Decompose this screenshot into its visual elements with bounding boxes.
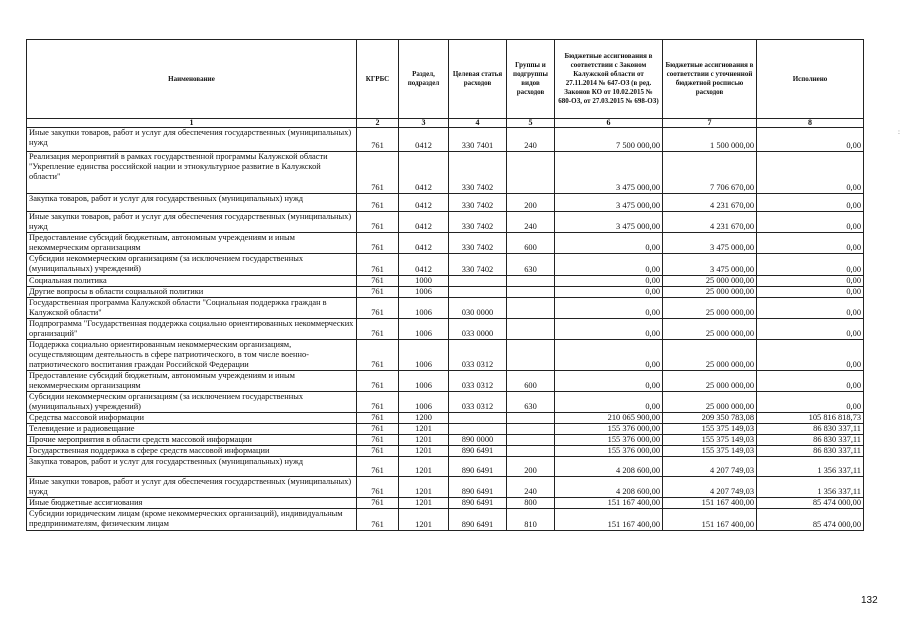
row-exec: 0,00 xyxy=(757,254,864,276)
row-kgrbs: 761 xyxy=(357,371,399,392)
row-law: 0,00 xyxy=(555,298,663,319)
row-exec: 0,00 xyxy=(757,152,864,194)
row-exec: 85 474 000,00 xyxy=(757,498,864,509)
budget-page xyxy=(26,39,864,531)
table-row xyxy=(27,435,864,446)
row-refined: 25 000 000,00 xyxy=(663,287,757,298)
row-section: 1200 xyxy=(399,413,449,424)
table-row xyxy=(27,212,864,233)
row-exec: 0,00 xyxy=(757,392,864,413)
row-law: 0,00 xyxy=(555,233,663,254)
row-law: 7 500 000,00 xyxy=(555,128,663,152)
row-group: 630 xyxy=(507,392,555,413)
row-exec: 0,00 xyxy=(757,212,864,233)
row-name: Иные закупки товаров, работ и услуг для обеспечения государственных (муниципальных) нужд xyxy=(27,477,357,498)
row-exec: 105 816 818,73 xyxy=(757,413,864,424)
row-section: 0412 xyxy=(399,254,449,276)
row-name: Предоставление субсидий бюджетным, автономным учреждениям и иным некоммерческим организациям xyxy=(27,233,357,254)
row-target: 330 7401 xyxy=(449,128,507,152)
row-target: 330 7402 xyxy=(449,212,507,233)
row-section: 1006 xyxy=(399,298,449,319)
row-target xyxy=(449,276,507,287)
row-group xyxy=(507,424,555,435)
row-target: 890 6491 xyxy=(449,457,507,477)
header-refined: Бюджетные ассигнования в соответствии с уточненной бюджетной росписью расходов xyxy=(663,40,757,119)
row-law: 0,00 xyxy=(555,287,663,298)
row-refined: 25 000 000,00 xyxy=(663,276,757,287)
table-row xyxy=(27,457,864,477)
row-law: 3 475 000,00 xyxy=(555,194,663,212)
row-kgrbs: 761 xyxy=(357,128,399,152)
row-target: 033 0000 xyxy=(449,319,507,340)
row-target xyxy=(449,287,507,298)
row-refined: 151 167 400,00 xyxy=(663,498,757,509)
row-law: 3 475 000,00 xyxy=(555,152,663,194)
row-refined: 4 207 749,03 xyxy=(663,477,757,498)
row-target xyxy=(449,424,507,435)
row-kgrbs: 761 xyxy=(357,233,399,254)
row-refined: 25 000 000,00 xyxy=(663,392,757,413)
row-law: 0,00 xyxy=(555,319,663,340)
row-kgrbs: 761 xyxy=(357,298,399,319)
row-target: 890 6491 xyxy=(449,477,507,498)
row-kgrbs: 761 xyxy=(357,446,399,457)
row-group xyxy=(507,152,555,194)
table-row xyxy=(27,392,864,413)
row-group: 200 xyxy=(507,194,555,212)
row-kgrbs: 761 xyxy=(357,212,399,233)
row-group: 600 xyxy=(507,233,555,254)
row-law: 151 167 400,00 xyxy=(555,498,663,509)
row-section: 0412 xyxy=(399,233,449,254)
table-row xyxy=(27,509,864,531)
row-kgrbs: 761 xyxy=(357,392,399,413)
row-refined: 155 375 149,03 xyxy=(663,435,757,446)
row-law: 155 376 000,00 xyxy=(555,424,663,435)
row-refined: 25 000 000,00 xyxy=(663,340,757,371)
row-exec: 0,00 xyxy=(757,298,864,319)
row-name: Закупка товаров, работ и услуг для государственных (муниципальных) нужд xyxy=(27,194,357,212)
header-execution: Исполнено xyxy=(757,40,864,119)
row-target: 890 6491 xyxy=(449,446,507,457)
row-section: 1201 xyxy=(399,435,449,446)
row-group: 810 xyxy=(507,509,555,531)
row-name: Подпрограмма "Государственная поддержка социально ориентированных некоммерческих организаций" xyxy=(27,319,357,340)
column-number: 7 xyxy=(663,119,757,128)
row-group: 200 xyxy=(507,457,555,477)
row-target: 033 0312 xyxy=(449,340,507,371)
column-number: 4 xyxy=(449,119,507,128)
column-number: 8 xyxy=(757,119,864,128)
row-name: Субсидии юридическим лицам (кроме некоммерческих организаций), индивидуальным предпринимателям, физическим лицам xyxy=(27,509,357,531)
row-kgrbs: 761 xyxy=(357,509,399,531)
header-kgrbs: КГРБС xyxy=(357,40,399,119)
row-exec: 0,00 xyxy=(757,287,864,298)
row-refined: 7 706 670,00 xyxy=(663,152,757,194)
row-refined: 25 000 000,00 xyxy=(663,319,757,340)
row-name: Закупка товаров, работ и услуг для государственных (муниципальных) нужд xyxy=(27,457,357,477)
row-target: 033 0312 xyxy=(449,371,507,392)
row-exec: 0,00 xyxy=(757,340,864,371)
header-row xyxy=(27,40,864,119)
scan-mark: : xyxy=(898,128,900,136)
table-row xyxy=(27,287,864,298)
row-group: 240 xyxy=(507,212,555,233)
row-kgrbs: 761 xyxy=(357,413,399,424)
table-row xyxy=(27,446,864,457)
row-kgrbs: 761 xyxy=(357,435,399,446)
row-group xyxy=(507,298,555,319)
row-exec: 0,00 xyxy=(757,194,864,212)
row-section: 0412 xyxy=(399,194,449,212)
row-name: Иные закупки товаров, работ и услуг для обеспечения государственных (муниципальных) нужд xyxy=(27,128,357,152)
row-refined: 25 000 000,00 xyxy=(663,298,757,319)
row-name: Предоставление субсидий бюджетным, автономным учреждениям и иным некоммерческим организациям xyxy=(27,371,357,392)
row-refined: 151 167 400,00 xyxy=(663,509,757,531)
row-name: Субсидии некоммерческим организациям (за исключением государственных (муниципальных) учреждений) xyxy=(27,254,357,276)
row-section: 1201 xyxy=(399,424,449,435)
row-refined: 4 207 749,03 xyxy=(663,457,757,477)
row-group: 630 xyxy=(507,254,555,276)
row-kgrbs: 761 xyxy=(357,457,399,477)
table-row xyxy=(27,477,864,498)
header-target: Целевая статья расходов xyxy=(449,40,507,119)
row-name: Государственная программа Калужской области "Социальная поддержка граждан в Калужской области" xyxy=(27,298,357,319)
row-kgrbs: 761 xyxy=(357,424,399,435)
row-target: 890 6491 xyxy=(449,509,507,531)
row-law: 210 065 900,00 xyxy=(555,413,663,424)
row-refined: 25 000 000,00 xyxy=(663,371,757,392)
table-row xyxy=(27,498,864,509)
column-number: 2 xyxy=(357,119,399,128)
row-exec: 1 356 337,11 xyxy=(757,457,864,477)
row-law: 4 208 600,00 xyxy=(555,477,663,498)
row-name: Государственная поддержка в сфере средств массовой информации xyxy=(27,446,357,457)
row-name: Реализация мероприятий в рамках государственной программы Калужской области "Укрепление единства российской нации и этнокультурное развитие в Калужской области" xyxy=(27,152,357,194)
row-law: 0,00 xyxy=(555,254,663,276)
row-target: 330 7402 xyxy=(449,233,507,254)
row-kgrbs: 761 xyxy=(357,340,399,371)
table-row xyxy=(27,371,864,392)
row-section: 1201 xyxy=(399,446,449,457)
table-row xyxy=(27,413,864,424)
row-target xyxy=(449,413,507,424)
row-refined: 155 375 149,03 xyxy=(663,424,757,435)
row-refined: 155 375 149,03 xyxy=(663,446,757,457)
table-row xyxy=(27,424,864,435)
row-kgrbs: 761 xyxy=(357,319,399,340)
row-exec: 86 830 337,11 xyxy=(757,435,864,446)
table-row xyxy=(27,340,864,371)
row-kgrbs: 761 xyxy=(357,498,399,509)
row-exec: 86 830 337,11 xyxy=(757,424,864,435)
row-exec: 0,00 xyxy=(757,371,864,392)
row-refined: 1 500 000,00 xyxy=(663,128,757,152)
row-section: 1201 xyxy=(399,457,449,477)
row-section: 0412 xyxy=(399,152,449,194)
row-section: 1006 xyxy=(399,287,449,298)
header-section: Раздел, подраздел xyxy=(399,40,449,119)
row-target: 890 6491 xyxy=(449,498,507,509)
row-section: 1006 xyxy=(399,392,449,413)
row-law: 4 208 600,00 xyxy=(555,457,663,477)
row-exec: 85 474 000,00 xyxy=(757,509,864,531)
row-section: 1006 xyxy=(399,371,449,392)
table-row xyxy=(27,194,864,212)
row-target: 330 7402 xyxy=(449,254,507,276)
column-number-row xyxy=(27,119,864,128)
row-target: 330 7402 xyxy=(449,152,507,194)
row-refined: 3 475 000,00 xyxy=(663,233,757,254)
row-target: 030 0000 xyxy=(449,298,507,319)
row-refined: 4 231 670,00 xyxy=(663,212,757,233)
row-exec: 86 830 337,11 xyxy=(757,446,864,457)
row-law: 155 376 000,00 xyxy=(555,446,663,457)
row-law: 3 475 000,00 xyxy=(555,212,663,233)
row-name: Прочие мероприятия в области средств массовой информации xyxy=(27,435,357,446)
header-law: Бюджетные ассигнования в соответствии с Законом Калужской области от 27.11.2014 № 647-ОЗ (в ред. Законов КО от 10.02.2015 № 680-ОЗ, от 27.03.2015 № 698-ОЗ) xyxy=(555,40,663,119)
row-section: 0412 xyxy=(399,212,449,233)
page-number: 132 xyxy=(861,595,878,606)
row-group xyxy=(507,340,555,371)
table-row xyxy=(27,276,864,287)
row-target: 890 0000 xyxy=(449,435,507,446)
table-row xyxy=(27,298,864,319)
row-kgrbs: 761 xyxy=(357,477,399,498)
row-group xyxy=(507,276,555,287)
row-name: Социальная политика xyxy=(27,276,357,287)
row-refined: 209 350 783,08 xyxy=(663,413,757,424)
row-target: 330 7402 xyxy=(449,194,507,212)
row-kgrbs: 761 xyxy=(357,194,399,212)
row-exec: 0,00 xyxy=(757,276,864,287)
row-law: 0,00 xyxy=(555,371,663,392)
table-row xyxy=(27,233,864,254)
row-section: 1201 xyxy=(399,477,449,498)
row-group: 800 xyxy=(507,498,555,509)
column-number: 1 xyxy=(27,119,357,128)
row-section: 0412 xyxy=(399,128,449,152)
row-group xyxy=(507,287,555,298)
table-row xyxy=(27,152,864,194)
table-row xyxy=(27,319,864,340)
row-law: 0,00 xyxy=(555,276,663,287)
row-section: 1201 xyxy=(399,509,449,531)
row-kgrbs: 761 xyxy=(357,152,399,194)
row-law: 151 167 400,00 xyxy=(555,509,663,531)
row-name: Средства массовой информации xyxy=(27,413,357,424)
table-row xyxy=(27,254,864,276)
row-law: 155 376 000,00 xyxy=(555,435,663,446)
row-group xyxy=(507,446,555,457)
row-name: Телевидение и радиовещание xyxy=(27,424,357,435)
row-law: 0,00 xyxy=(555,340,663,371)
row-section: 1000 xyxy=(399,276,449,287)
row-kgrbs: 761 xyxy=(357,254,399,276)
row-group xyxy=(507,319,555,340)
header-groups: Группы и подгруппы видов расходов xyxy=(507,40,555,119)
table-row xyxy=(27,128,864,152)
row-target: 033 0312 xyxy=(449,392,507,413)
row-group: 240 xyxy=(507,128,555,152)
row-name: Иные бюджетные ассигнования xyxy=(27,498,357,509)
column-number: 3 xyxy=(399,119,449,128)
row-name: Другие вопросы в области социальной политики xyxy=(27,287,357,298)
row-kgrbs: 761 xyxy=(357,276,399,287)
row-exec: 1 356 337,11 xyxy=(757,477,864,498)
budget-table xyxy=(26,39,864,531)
row-group: 600 xyxy=(507,371,555,392)
row-refined: 4 231 670,00 xyxy=(663,194,757,212)
row-name: Поддержка социально ориентированным некоммерческим организациям, осуществляющим деятельность в сфере патриотического, в том числе военно-патриотического воспитания граждан Российской Федерации xyxy=(27,340,357,371)
row-group: 240 xyxy=(507,477,555,498)
row-exec: 0,00 xyxy=(757,319,864,340)
row-section: 1006 xyxy=(399,340,449,371)
column-number: 6 xyxy=(555,119,663,128)
row-exec: 0,00 xyxy=(757,128,864,152)
row-group xyxy=(507,413,555,424)
row-name: Иные закупки товаров, работ и услуг для обеспечения государственных (муниципальных) нужд xyxy=(27,212,357,233)
row-group xyxy=(507,435,555,446)
column-number: 5 xyxy=(507,119,555,128)
row-exec: 0,00 xyxy=(757,233,864,254)
row-law: 0,00 xyxy=(555,392,663,413)
row-name: Субсидии некоммерческим организациям (за исключением государственных (муниципальных) учреждений) xyxy=(27,392,357,413)
row-section: 1006 xyxy=(399,319,449,340)
header-name: Наименование xyxy=(27,40,357,119)
row-section: 1201 xyxy=(399,498,449,509)
row-kgrbs: 761 xyxy=(357,287,399,298)
row-refined: 3 475 000,00 xyxy=(663,254,757,276)
